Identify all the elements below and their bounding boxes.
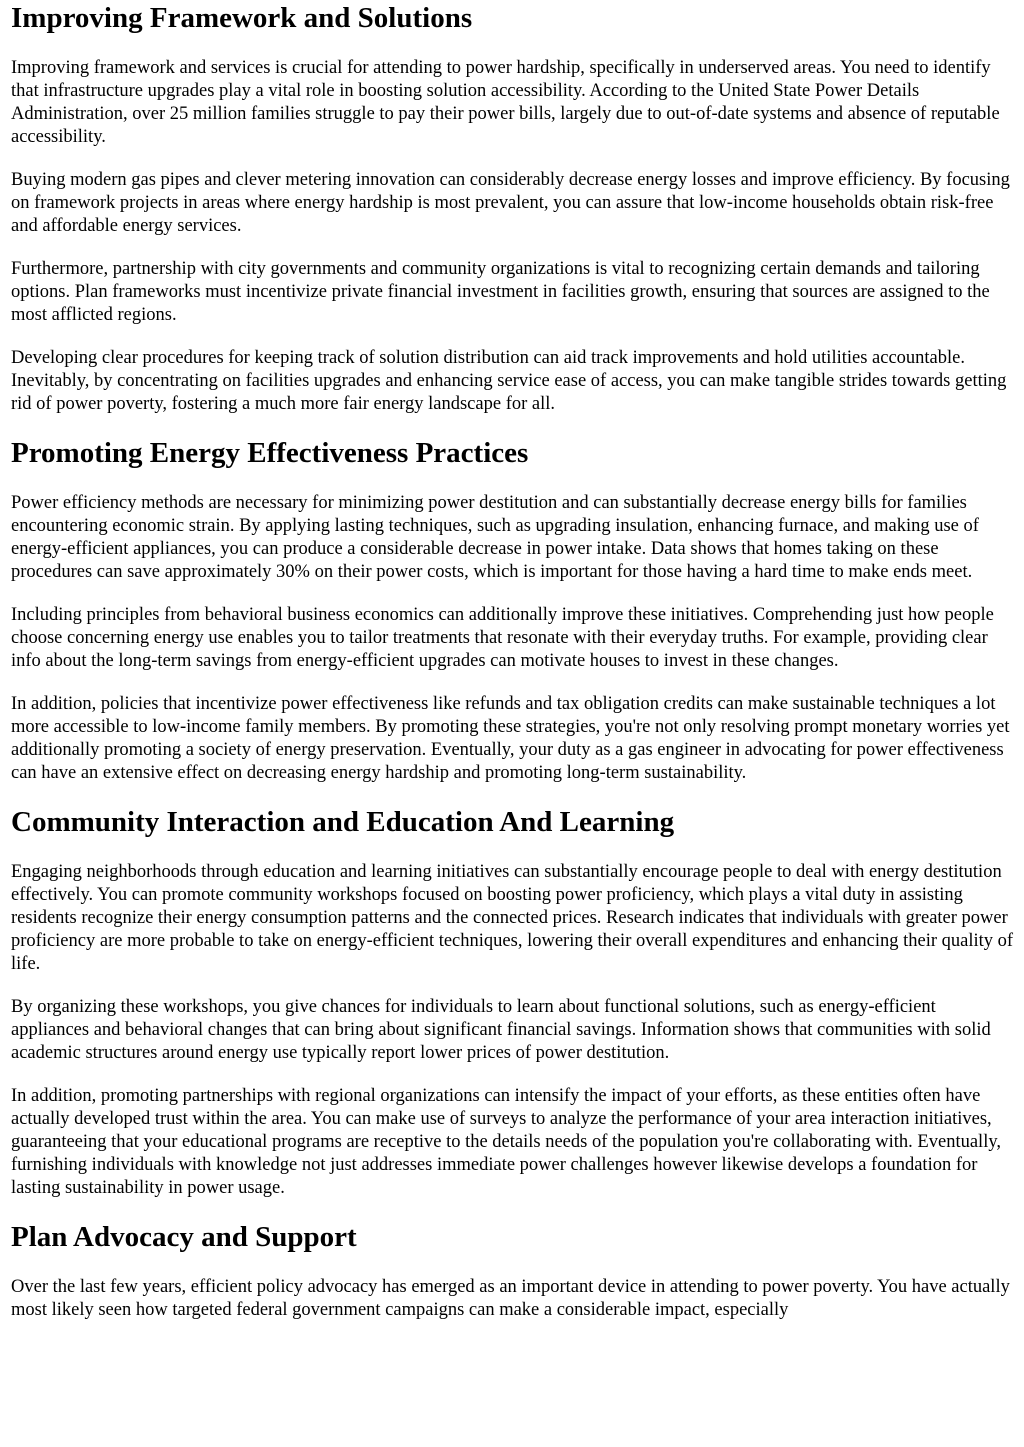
paragraph: Engaging neighborhoods through education and learning initiatives can substantially encourage people to deal with energy destitution effectively. You can promote community workshops focused on boosting power proficiency, which plays a vital duty in assisting residents recognize their energy consumption patterns and the connected prices. Research indicates that individuals with greater power proficiency are more probable to take on energy-efficient techniques, lowering their overall expenditures and enhancing their quality of life.	[11, 862, 1014, 974]
paragraph: In addition, promoting partnerships with regional organizations can intensify the impact of your efforts, as these entities often have actually developed trust within the area. You can make use of surveys to analyze the performance of your area interaction initiatives, guaranteeing that your educational programs are receptive to the details needs of the population you're collaborating with. Eventually, furnishing individuals with knowledge not just addresses immediate power challenges however likewise develops a foundation for lasting sustainability in power usage.	[11, 1086, 1002, 1198]
section-plan-advocacy	[11, 1220, 1016, 1322]
section-heading: Promoting Energy Effectiveness Practices	[11, 437, 529, 469]
section-improving-framework	[11, 1, 1016, 416]
section-heading: Improving Framework and Solutions	[11, 2, 473, 34]
paragraph: Power efficiency methods are necessary for minimizing power destitution and can substantially decrease energy bills for families encountering economic strain. By applying lasting techniques, such as upgrading insulation, enhancing furnace, and making use of energy-efficient appliances, you can produce a considerable decrease in power intake. Data shows that homes taking on these procedures can save approximately 30% on their power costs, which is important for those having a hard time to make ends meet.	[11, 493, 979, 582]
section-energy-effectiveness	[11, 436, 1016, 785]
paragraph: Developing clear procedures for keeping track of solution distribution can aid track improvements and hold utilities accountable. Inevitably, by concentrating on facilities upgrades and enhancing service ease of access, you can make tangible strides towards getting rid of power poverty, fostering a much more fair energy landscape for all.	[11, 348, 1007, 414]
paragraph: Furthermore, partnership with city governments and community organizations is vital to recognizing certain demands and tailoring options. Plan frameworks must incentivize private financial investment in facilities growth, ensuring that sources are assigned to the most afflicted regions.	[11, 259, 990, 325]
paragraph: Over the last few years, efficient policy advocacy has emerged as an important device in attending to power poverty. You have actually most likely seen how targeted federal government campaigns can make a considerable impact, especially	[11, 1277, 1010, 1320]
section-community-interaction	[11, 805, 1016, 1200]
paragraph: In addition, policies that incentivize power effectiveness like refunds and tax obligation credits can make sustainable techniques a lot more accessible to low-income family members. By promoting these strategies, you're not only resolving prompt monetary worries yet additionally promoting a society of energy preservation. Eventually, your duty as a gas engineer in advocating for power effectiveness can have an extensive effect on decreasing energy hardship and promoting long-term sustainability.	[11, 694, 1010, 783]
section-heading: Plan Advocacy and Support	[11, 1221, 357, 1253]
paragraph: Improving framework and services is crucial for attending to power hardship, specifically in underserved areas. You need to identify that infrastructure upgrades play a vital role in boosting solution accessibility. According to the United State Power Details Administration, over 25 million families struggle to pay their power bills, largely due to out-of-date systems and absence of reputable accessibility.	[11, 58, 1000, 147]
paragraph: By organizing these workshops, you give chances for individuals to learn about functional solutions, such as energy-efficient appliances and behavioral changes that can bring about significant financial savings. Information shows that communities with solid academic structures around energy use typically report lower prices of power destitution.	[11, 997, 991, 1063]
article	[0, 1, 1024, 1322]
paragraph: Including principles from behavioral business economics can additionally improve these initiatives. Comprehending just how people choose concerning energy use enables you to tailor treatments that resonate with their everyday truths. For example, providing clear info about the long-term savings from energy-efficient upgrades can motivate houses to invest in these changes.	[11, 605, 994, 671]
paragraph: Buying modern gas pipes and clever metering innovation can considerably decrease energy losses and improve efficiency. By focusing on framework projects in areas where energy hardship is most prevalent, you can assure that low-income households obtain risk-free and affordable energy services.	[11, 170, 1010, 236]
section-heading: Community Interaction and Education And Learning	[11, 806, 675, 838]
